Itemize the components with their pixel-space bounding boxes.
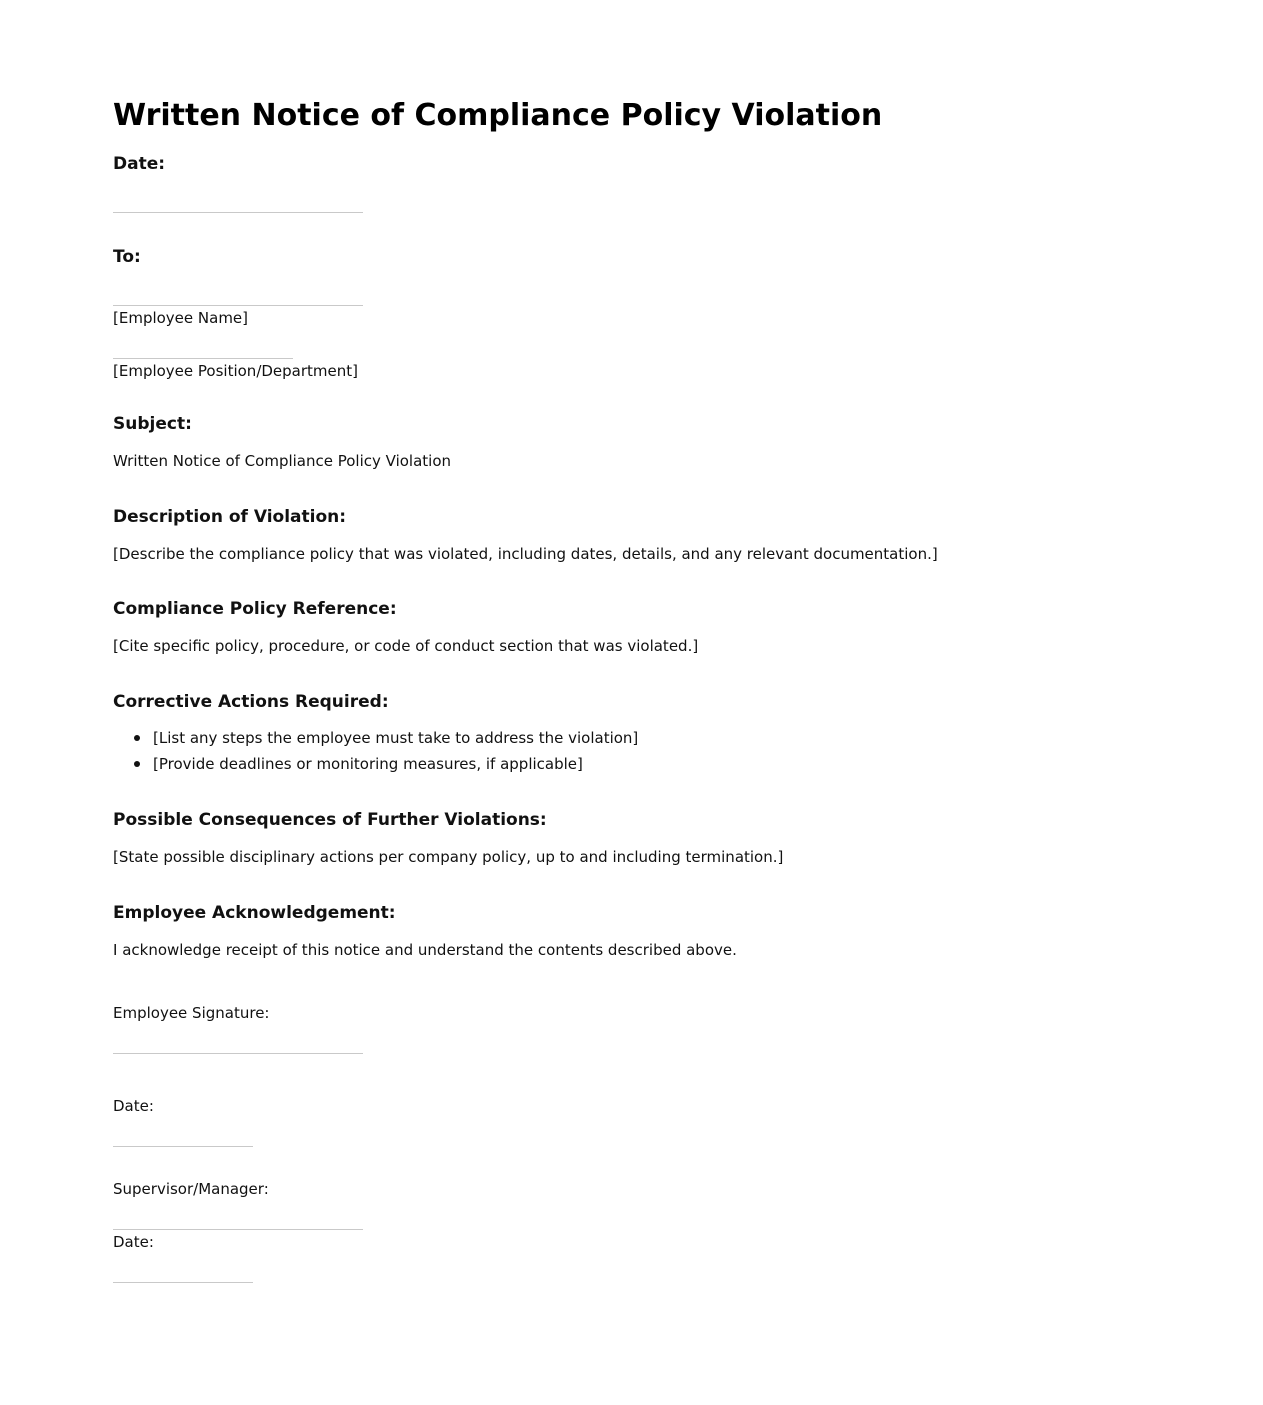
subject-text: Written Notice of Compliance Policy Violation (113, 452, 452, 470)
acknowledgement-heading: Employee Acknowledgement: (113, 903, 396, 923)
list-item-text: [Provide deadlines or monitoring measures, if applicable] (153, 755, 583, 773)
consequences-heading: Possible Consequences of Further Violations: (113, 810, 547, 830)
corrective-actions-heading: Corrective Actions Required: (113, 692, 389, 712)
date-signature-line[interactable] (113, 212, 363, 213)
supervisor-date-label: Date: (113, 1233, 154, 1251)
description-heading: Description of Violation: (113, 507, 347, 527)
employee-date-line[interactable] (113, 1146, 253, 1147)
list-item (113, 751, 638, 777)
bullet-icon (134, 761, 140, 767)
employee-signature-line[interactable] (113, 1053, 363, 1054)
date-label: Date: (113, 154, 166, 174)
supervisor-date-line[interactable] (113, 1282, 253, 1283)
policy-reference-text: [Cite specific policy, procedure, or code of conduct section that was violated.] (113, 637, 699, 655)
employee-position-line[interactable] (113, 358, 293, 359)
employee-date-label: Date: (113, 1097, 154, 1115)
acknowledgement-text: I acknowledge receipt of this notice and understand the contents described above. (113, 941, 737, 959)
employee-signature-label: Employee Signature: (113, 1004, 270, 1022)
list-item-text: [List any steps the employee must take to address the violation] (153, 729, 639, 747)
list-item (113, 725, 638, 751)
corrective-actions-list (113, 725, 638, 777)
document-title: Written Notice of Compliance Policy Violation (113, 98, 883, 133)
employee-name-line[interactable] (113, 305, 363, 306)
consequences-text: [State possible disciplinary actions per company policy, up to and including termination.] (113, 848, 784, 866)
policy-reference-heading: Compliance Policy Reference: (113, 599, 397, 619)
supervisor-label: Supervisor/Manager: (113, 1180, 269, 1198)
employee-position-caption: [Employee Position/Department] (113, 362, 358, 380)
to-label: To: (113, 247, 141, 267)
description-text: [Describe the compliance policy that was violated, including dates, details, and any relevant documentation.] (113, 545, 938, 563)
supervisor-signature-line[interactable] (113, 1229, 363, 1230)
employee-name-caption: [Employee Name] (113, 309, 249, 327)
bullet-icon (134, 735, 140, 741)
subject-heading: Subject: (113, 414, 192, 434)
